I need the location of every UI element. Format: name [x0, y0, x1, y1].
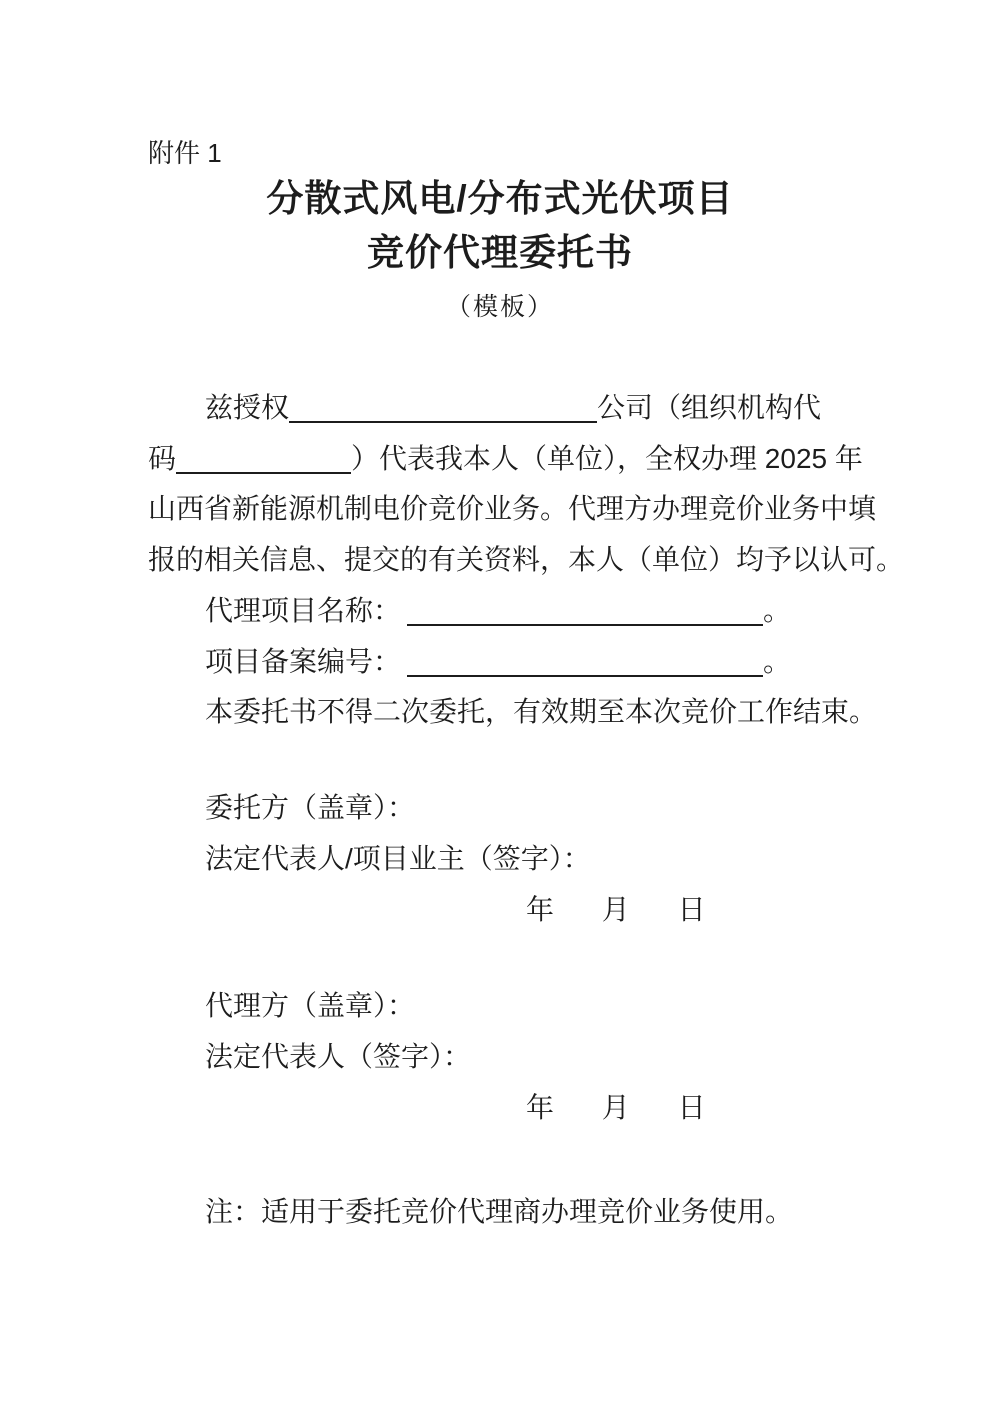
- project-name-period: 。: [763, 595, 792, 626]
- org-code-blank: [176, 458, 351, 474]
- principal-date-year: 年: [526, 894, 555, 925]
- record-no-period: 。: [763, 646, 792, 677]
- document-title-line2: 竞价代理委托书: [367, 232, 633, 273]
- agent-date-line: [526, 1091, 706, 1125]
- agent-seal-label: 代理方（盖章）：: [205, 990, 416, 1021]
- orgcode-text-post: ）代表我本人（单位），全权办理 2025 年: [351, 443, 863, 474]
- agent-date-year: 年: [526, 1092, 555, 1123]
- paragraph-line4: 报的相关信息、提交的有关资料，本人（单位）均予以认可。: [148, 544, 905, 575]
- project-name-label: 代理项目名称：: [205, 595, 402, 626]
- document-subtitle: （模板）: [445, 294, 554, 321]
- attachment-label: 附件 1: [148, 138, 222, 168]
- paragraph-authorize-line2: [148, 441, 864, 477]
- authorize-text-post: 公司（组织机构代: [597, 392, 822, 423]
- document-title-line1: 分散式风电/分布式光伏项目: [266, 178, 734, 219]
- agent-date-month: 月: [601, 1092, 630, 1123]
- usage-note: 注：适用于委托竞价代理商办理竞价业务使用。: [205, 1196, 794, 1227]
- principal-date-line: [526, 893, 706, 927]
- principal-sign-label: 法定代表人/项目业主（签字）：: [205, 843, 591, 874]
- paragraph-line3: 山西省新能源机制电价竞价业务。代理方办理竞价业务中填: [148, 493, 877, 524]
- agent-date-day: 日: [677, 1092, 706, 1123]
- authorize-text-pre: 兹授权: [205, 392, 290, 423]
- principal-seal-label: 委托方（盖章）：: [205, 792, 416, 823]
- project-name-blank: [407, 610, 763, 626]
- validity-line: 本委托书不得二次委托，有效期至本次竞价工作结束。: [205, 696, 878, 727]
- agent-sign-label: 法定代表人（签字）：: [205, 1041, 472, 1072]
- document-title: [0, 172, 1000, 280]
- principal-date-month: 月: [601, 894, 630, 925]
- paragraph-authorize-line1: [148, 390, 921, 426]
- record-no-label: 项目备案编号：: [205, 646, 402, 677]
- record-no-blank: [407, 661, 763, 677]
- record-no-line: [148, 644, 921, 680]
- company-name-blank: [289, 407, 597, 423]
- orgcode-text-pre: 码: [148, 443, 177, 474]
- project-name-line: [148, 593, 921, 629]
- principal-date-day: 日: [677, 894, 706, 925]
